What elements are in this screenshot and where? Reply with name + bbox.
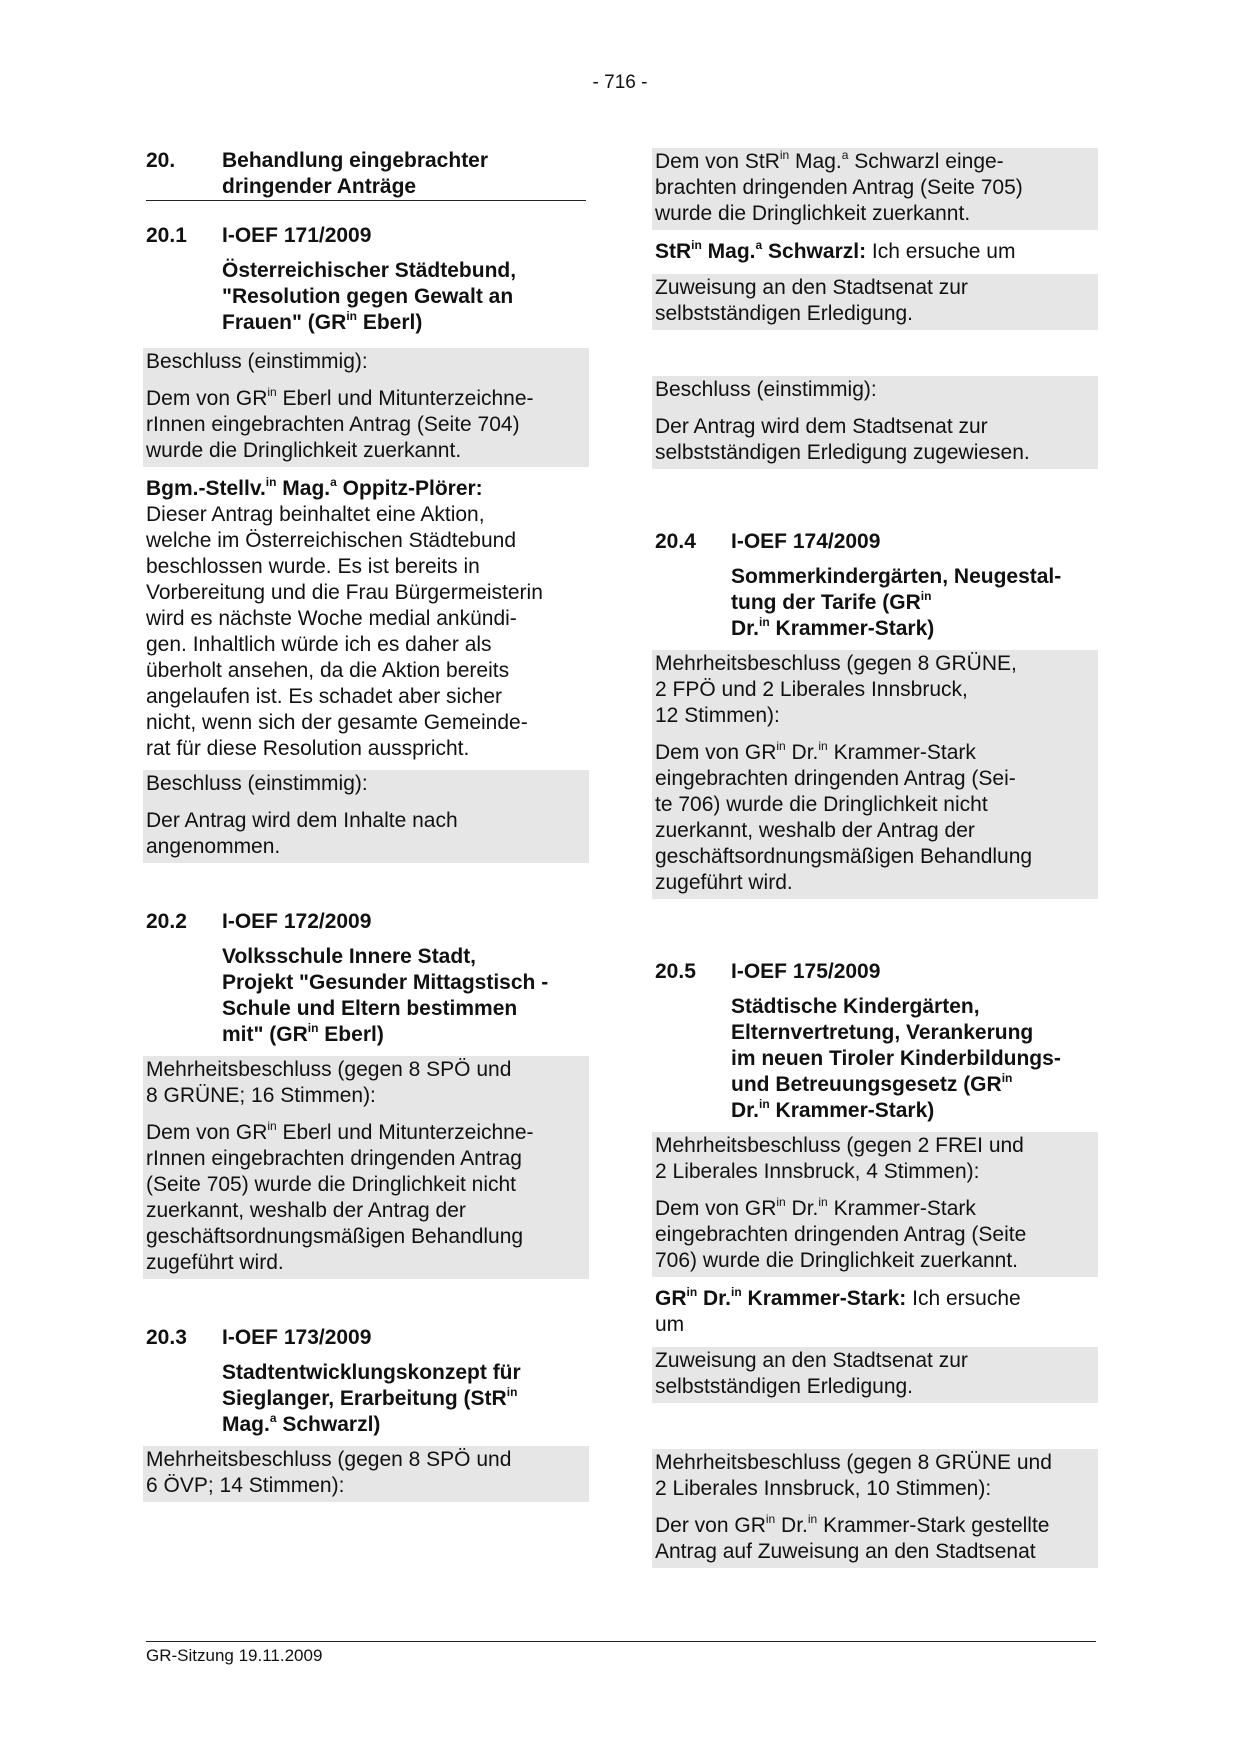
- decision-line: wurde die Dringlichkeit zuerkannt.: [655, 202, 971, 225]
- vote-line: 2 FPÖ und 2 Liberales Innsbruck,: [655, 678, 968, 701]
- decision-line: Dem von $GR^{in}$ Dr.$^{in}$ Krammer-Stark: [655, 739, 976, 764]
- item-code: I-OEF 174/2009: [731, 530, 881, 553]
- vote-line: Mehrheitsbeschluss (gegen 2 FREI und: [655, 1134, 1024, 1157]
- decision-line: Dem von $GR^{in}$ Eberl und Mitunterzeichne-: [146, 1119, 534, 1144]
- vote-line: 8 GRÜNE; 16 Stimmen):: [146, 1084, 376, 1107]
- decision-label: Beschluss (einstimmig):: [146, 772, 368, 795]
- item-20-4-heading: [655, 529, 1095, 555]
- speech-text: um: [655, 1313, 685, 1336]
- request-line: selbstständigen Erledigung.: [655, 1375, 914, 1398]
- title-line: im neuen Tiroler Kinderbildungs-: [731, 1047, 1061, 1070]
- decision-label-box: [652, 376, 1098, 406]
- section-number: 20.: [146, 149, 176, 172]
- decision-line: brachten dringenden Antrag (Seite 705): [655, 176, 1023, 199]
- decision-label-box: [143, 770, 589, 800]
- decision-line: zugeführt wird.: [655, 871, 793, 894]
- vote-box: [143, 1446, 589, 1502]
- decision-line: rInnen eingebrachten Antrag (Seite 704): [146, 413, 520, 436]
- speech-line: Dieser Antrag beinhaltet eine Aktion,: [146, 503, 485, 526]
- speech-line: rat für diese Resolution ausspricht.: [146, 737, 470, 760]
- title-line: Volksschule Innere Stadt,: [222, 945, 477, 968]
- decision-label: Beschluss (einstimmig):: [655, 378, 877, 401]
- item-code: I-OEF 171/2009: [222, 224, 372, 247]
- speech-line: welche im Österreichischen Städtebund: [146, 529, 517, 552]
- vote-box: [652, 650, 1098, 732]
- item-number: 20.2: [146, 910, 187, 933]
- vote-line: Mehrheitsbeschluss (gegen 8 GRÜNE,: [655, 652, 1017, 675]
- vote-line: 6 ÖVP; 14 Stimmen):: [146, 1474, 345, 1497]
- item-code: I-OEF 175/2009: [731, 960, 881, 983]
- vote-line: Mehrheitsbeschluss (gegen 8 SPÖ und: [146, 1448, 512, 1471]
- item-20-1-heading: [146, 223, 586, 249]
- decision-text-box: [143, 1112, 589, 1279]
- speech-line: Vorbereitung und die Frau Bürgermeisterin: [146, 581, 543, 604]
- item-number: 20.4: [655, 530, 696, 553]
- title-line: Dr.$^{in}$ Krammer-Stark): [731, 615, 935, 640]
- decision-line: zugeführt wird.: [146, 1251, 284, 1274]
- left-column: [146, 148, 586, 1502]
- item-20-3-heading: [146, 1325, 586, 1351]
- item-title: [222, 1360, 586, 1438]
- request-line: Zuweisung an den Stadtsenat zur: [655, 276, 968, 299]
- speech-block: [146, 476, 586, 762]
- decision-line: geschäftsordnungsmäßigen Behandlung: [655, 845, 1033, 868]
- section-title: Behandlung eingebrachter: [222, 149, 489, 172]
- decision-text-box: [652, 406, 1098, 469]
- decision-line: 706) wurde die Dringlichkeit zuerkannt.: [655, 1249, 1019, 1272]
- decision-line: selbstständigen Erledigung zugewiesen.: [655, 441, 1030, 464]
- title-line: tung der Tarife ($GR^{in}$: [731, 589, 932, 614]
- title-line: Sieglanger, Erarbeitung (StR$^{in}$: [222, 1385, 518, 1410]
- decision-text-box: [143, 378, 589, 467]
- speaker-name: StR$^{in}$ Mag.$^a$ Schwarzl:: [655, 238, 867, 263]
- title-line: Stadtentwicklungskonzept für: [222, 1361, 521, 1384]
- speech-line: gen. Inhaltlich würde ich es daher als: [146, 633, 492, 656]
- title-line: Elternvertretung, Verankerung: [731, 1021, 1034, 1044]
- decision-line: geschäftsordnungsmäßigen Behandlung: [146, 1225, 524, 1248]
- decision-line: Dem von StR$^{in}$ Mag.$^a$ Schwarzl einge-: [655, 148, 1004, 173]
- title-line: Projekt "Gesunder Mittagstisch -: [222, 971, 549, 994]
- item-title: [222, 944, 586, 1048]
- speech-line: beschlossen wurde. Es ist bereits in: [146, 555, 480, 578]
- footer-text: GR-Sitzung 19.11.2009: [146, 1646, 323, 1665]
- title-line: Österreichischer Städtebund,: [222, 259, 517, 282]
- title-line: mit" ($GR^{in}$ Eberl): [222, 1021, 384, 1046]
- title-line: Dr.$^{in}$ Krammer-Stark): [731, 1097, 935, 1122]
- vote-box: [143, 1056, 589, 1112]
- decision-line: Der Antrag wird dem Inhalte nach: [146, 809, 458, 832]
- request-line: selbstständigen Erledigung.: [655, 302, 914, 325]
- title-line: und Betreuungsgesetz ($GR^{in}$: [731, 1071, 1013, 1096]
- vote-line: 2 Liberales Innsbruck, 4 Stimmen):: [655, 1160, 980, 1183]
- title-line: Schule und Eltern bestimmen: [222, 997, 518, 1020]
- decision-line: rInnen eingebrachten dringenden Antrag: [146, 1147, 522, 1170]
- speaker-name: Bgm.-Stellv.$^{in}$ Mag.$^a$ Oppitz-Plörer:: [146, 475, 483, 500]
- item-number: 20.3: [146, 1326, 187, 1349]
- decision-line: Der Antrag wird dem Stadtsenat zur: [655, 415, 988, 438]
- decision-line: zuerkannt, weshalb der Antrag der: [655, 819, 975, 842]
- speech-line: nicht, wenn sich der gesamte Gemeinde-: [146, 711, 528, 734]
- decision-line: eingebrachten dringenden Antrag (Sei-: [655, 767, 1016, 790]
- item-20-5-heading: [655, 959, 1095, 985]
- vote-box: [652, 1132, 1098, 1188]
- speaker-name: $GR^{in}$ Dr.$^{in}$ Krammer-Stark:: [655, 1285, 907, 1310]
- decision-line: zuerkannt, weshalb der Antrag der: [146, 1199, 466, 1222]
- speech-line: wird es nächste Woche medial ankündi-: [146, 607, 517, 630]
- request-box: [652, 1347, 1098, 1403]
- decision-text-box: [652, 148, 1098, 230]
- title-line: "Resolution gegen Gewalt an: [222, 285, 514, 308]
- decision-text-box: [652, 1505, 1098, 1568]
- decision-label: Beschluss (einstimmig):: [146, 350, 368, 373]
- item-code: I-OEF 173/2009: [222, 1326, 372, 1349]
- title-line: Mag.$^a$ Schwarzl): [222, 1411, 381, 1436]
- item-number: 20.1: [146, 224, 187, 247]
- title-line: Sommerkindergärten, Neugestal-: [731, 565, 1062, 588]
- request-line: Zuweisung an den Stadtsenat zur: [655, 1349, 968, 1372]
- vote-box: [652, 1449, 1098, 1505]
- vote-line: 12 Stimmen):: [655, 704, 780, 727]
- request-box: [652, 274, 1098, 330]
- decision-text-box: [652, 732, 1098, 899]
- title-line: Städtische Kindergärten,: [731, 995, 980, 1018]
- item-title: [222, 258, 586, 336]
- item-number: 20.5: [655, 960, 696, 983]
- section-title-line: dringender Anträge: [222, 175, 417, 198]
- decision-line: eingebrachten dringenden Antrag (Seite: [655, 1223, 1027, 1246]
- speech-block: [655, 1286, 1095, 1338]
- item-20-2-heading: [146, 909, 586, 935]
- item-title: [731, 564, 1095, 642]
- speech-text: Ich ersuche: [906, 1287, 1021, 1310]
- speech-line: überholt ansehen, da die Aktion bereits: [146, 659, 510, 682]
- decision-line: Der von $GR^{in}$ Dr.$^{in}$ Krammer-Stark gestellte: [655, 1512, 1050, 1537]
- decision-text-box: [143, 800, 589, 863]
- vote-line: 2 Liberales Innsbruck, 10 Stimmen):: [655, 1477, 992, 1500]
- speech-line: angelaufen ist. Es schadet aber sicher: [146, 685, 503, 708]
- title-line: Frauen" ($GR^{in}$ Eberl): [222, 309, 423, 334]
- decision-text-box: [652, 1188, 1098, 1277]
- speech-block: [655, 239, 1095, 265]
- speech-text: Ich ersuche um: [866, 240, 1016, 263]
- footer-divider: [146, 1641, 1096, 1642]
- decision-line: Dem von $GR^{in}$ Dr.$^{in}$ Krammer-Stark: [655, 1195, 976, 1220]
- item-title: [731, 994, 1095, 1124]
- section-20-heading: [146, 148, 586, 201]
- decision-line: te 706) wurde die Dringlichkeit nicht: [655, 793, 988, 816]
- item-code: I-OEF 172/2009: [222, 910, 372, 933]
- vote-line: Mehrheitsbeschluss (gegen 8 GRÜNE und: [655, 1451, 1052, 1474]
- decision-line: wurde die Dringlichkeit zuerkannt.: [146, 439, 462, 462]
- decision-line: Dem von $GR^{in}$ Eberl und Mitunterzeichne-: [146, 385, 534, 410]
- decision-line: angenommen.: [146, 835, 281, 858]
- right-column: [655, 148, 1095, 1568]
- decision-line: (Seite 705) wurde die Dringlichkeit nicht: [146, 1173, 517, 1196]
- decision-line: Antrag auf Zuweisung an den Stadtsenat: [655, 1540, 1036, 1563]
- page-number: - 716 -: [592, 72, 648, 93]
- vote-line: Mehrheitsbeschluss (gegen 8 SPÖ und: [146, 1058, 512, 1081]
- decision-label-box: [143, 348, 589, 378]
